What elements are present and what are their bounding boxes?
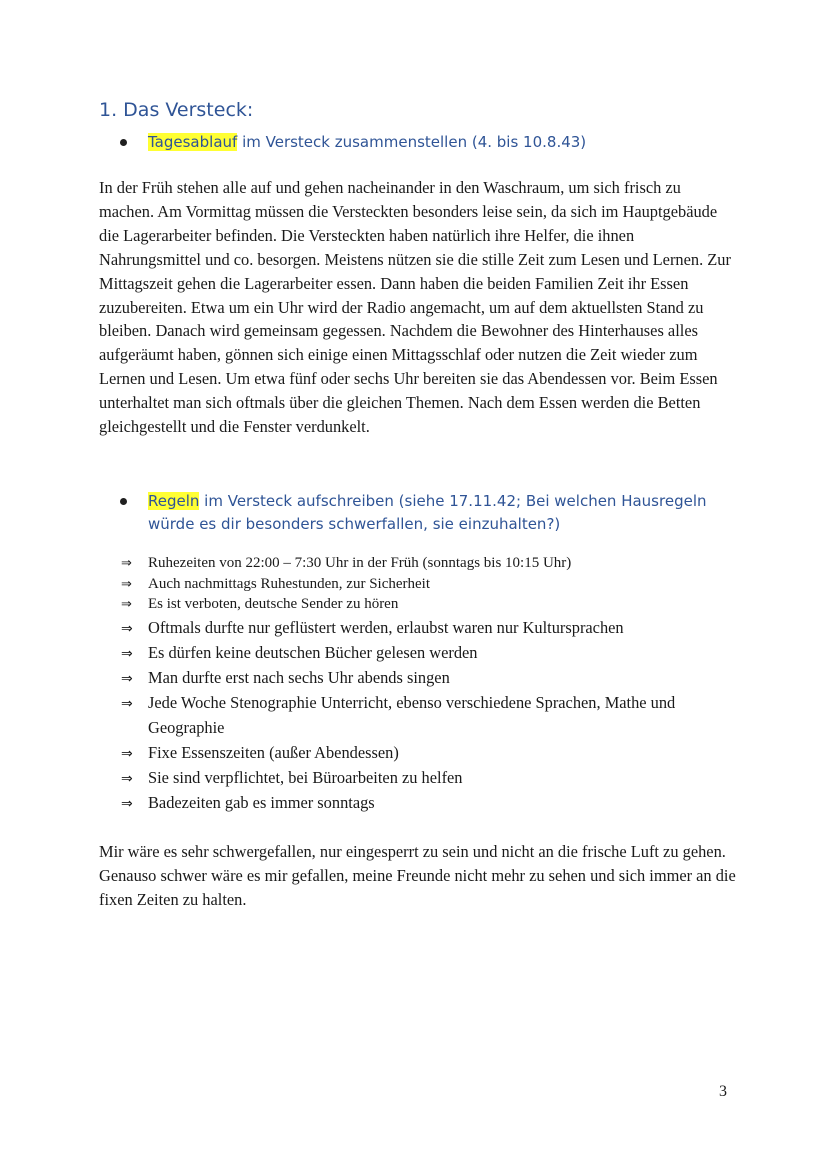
arrow-icon: ⇒ [121, 576, 132, 592]
highlighted-word: Tagesablauf [148, 133, 238, 151]
rule-text: Es dürfen keine deutschen Bücher gelesen werden [148, 642, 478, 662]
rule-item [99, 740, 739, 765]
rule-item [99, 790, 739, 815]
rule-text: Man durfte erst nach sechs Uhr abends singen [148, 667, 450, 687]
rule-item [99, 574, 739, 595]
arrow-icon: ⇒ [121, 745, 133, 762]
rule-item [99, 690, 739, 740]
arrow-icon: ⇒ [121, 695, 133, 712]
arrow-icon: ⇒ [121, 670, 133, 687]
rule-text: Es ist verboten, deutsche Sender zu hören [148, 596, 399, 612]
bullet-text [148, 490, 708, 536]
rules-list [99, 553, 739, 815]
rule-text: Oftmals durfte nur geflüstert werden, erlaubst waren nur Kultursprachen [148, 617, 624, 637]
section-heading: 1. Das Versteck: [99, 99, 254, 121]
arrow-icon: ⇒ [121, 770, 133, 787]
rule-item [99, 594, 739, 615]
bullet-rest-text: im Versteck zusammenstellen (4. bis 10.8.43) [237, 133, 587, 151]
arrow-icon: ⇒ [121, 795, 133, 812]
rule-text: Jede Woche Stenographie Unterricht, ebenso verschiedene Sprachen, Mathe und Geographie [148, 692, 676, 737]
reflection-paragraph: Mir wäre es sehr schwergefallen, nur eingesperrt zu sein und nicht an die frische Luft zu gehen. Genauso schwer wäre es mir gefallen, meine Freunde nicht mehr zu sehen und sich immer an die fixen Zeiten zu halten. [99, 842, 736, 909]
highlighted-word: Regeln [148, 492, 200, 510]
rule-text: Badezeiten gab es immer sonntags [148, 792, 375, 812]
rule-text: Ruhezeiten von 22:00 – 7:30 Uhr in der Früh (sonntags bis 10:15 Uhr) [148, 555, 572, 571]
arrow-icon: ⇒ [121, 645, 133, 662]
rule-text: Fixe Essenszeiten (außer Abendessen) [148, 742, 399, 762]
arrow-icon: ⇒ [121, 556, 132, 571]
rule-item [99, 665, 739, 690]
rule-text: Auch nachmittags Ruhestunden, zur Sicherheit [148, 575, 431, 592]
bullet-dot-icon [120, 498, 127, 505]
bullet-dot-icon [120, 139, 127, 146]
rule-item [99, 553, 739, 574]
bullet-rest-text: im Versteck aufschreiben (siehe 17.11.42; Bei welchen Hausregeln würde es dir besonders schwerfallen, sie einzuhalten?) [148, 492, 707, 533]
rule-item [99, 615, 739, 640]
rule-text: Sie sind verpflichtet, bei Büroarbeiten zu helfen [148, 767, 463, 787]
rule-item [99, 765, 739, 790]
page-number: 3 [719, 1083, 727, 1100]
bullet-text [148, 131, 708, 154]
arrow-icon: ⇒ [121, 620, 133, 637]
arrow-icon: ⇒ [121, 597, 132, 612]
rule-item [99, 640, 739, 665]
daily-routine-paragraph: In der Früh stehen alle auf und gehen nacheinander in den Waschraum, um sich frisch zu machen. Am Vormittag müssen die Versteckten besonders leise sein, da sich im Hauptgebäude die Lagerarbeiter befinden. Die Versteckten haben natürlich ihre Helfer, die ihnen Nahrungsmittel und co. besorgen. Meistens nützen sie die stille Zeit zum Lesen und Lernen. Zur Mittagszeit gehen die Lagerarbeiter essen. Dann haben die beiden Familien Zeit ihr Essen zuzubereiten. Etwa um ein Uhr wird der Radio angemacht, um auf dem aktuellsten Stand zu bleiben. Danach wird gemeinsam gegessen. Nachdem die Bewohner des Hinterhauses alles aufgeräumt haben, gönnen sich einige einen Mittagsschlaf oder nutzen die Zeit wieder zum Lernen und Lesen. Um etwa fünf oder sechs Uhr bereiten sie das Abendessen vor. Beim Essen unterhaltet man sich oftmals über die gleichen Themen. Nach dem Essen werden die Betten gleichgestellt und die Fenster verdunkelt. [99, 178, 731, 437]
